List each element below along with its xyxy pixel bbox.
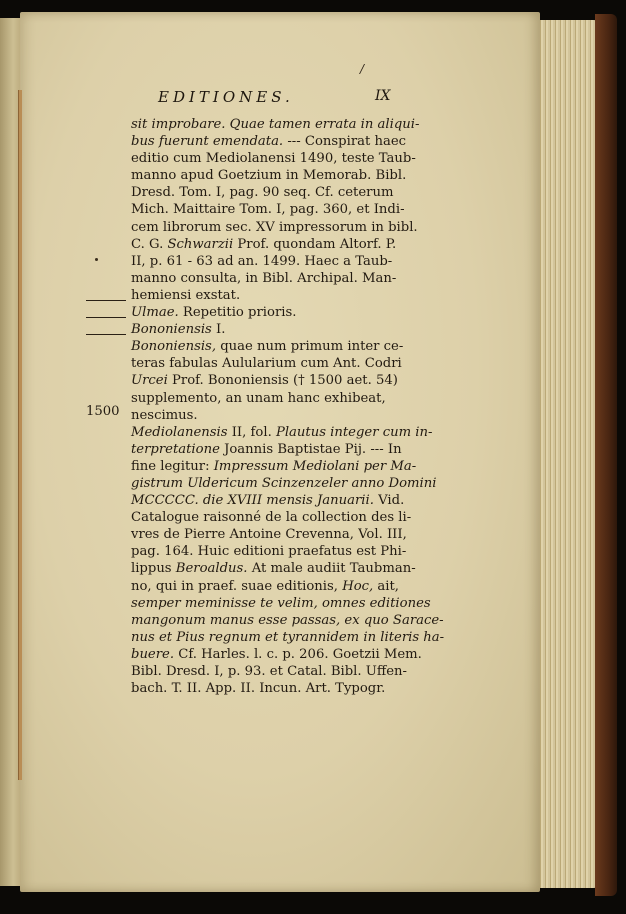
text-run: II, fol. — [227, 424, 276, 440]
text-run: Catalogue raisonné de la collection des li- — [131, 510, 412, 526]
text-run: Urcei — [131, 373, 168, 389]
text-run: Vid. — [373, 493, 405, 509]
text-run: Repetitio prioris. — [178, 305, 297, 321]
text-run: II, p. 61 - 63 ad an. 1499. Haec a Taub- — [131, 253, 393, 269]
text-run: bus fuerunt emendata. — [131, 134, 284, 150]
margin-year: 1500 — [86, 404, 120, 419]
text-line — [131, 526, 406, 543]
text-line — [131, 236, 406, 253]
paragraph — [131, 424, 445, 698]
text-run: Bononiensis, — [131, 339, 217, 355]
text-run: Mich. Maittaire Tom. I, pag. 360, et Indi- — [131, 202, 405, 218]
text-line — [131, 184, 406, 201]
paragraph — [131, 338, 406, 423]
text-run: vres de Pierre Antoine Crevenna, Vol. III, — [131, 527, 407, 543]
text-line — [131, 492, 406, 509]
margin-rule-bononiensis-2 — [86, 334, 126, 335]
text-run: Impressum Mediolani per Ma- — [213, 458, 417, 474]
text-line — [131, 338, 406, 355]
page-edges-stack — [538, 20, 598, 888]
text-line — [131, 133, 406, 150]
text-run: gistrum Uldericum Scinzenzeler anno Domini — [131, 475, 437, 491]
text-line — [131, 509, 412, 526]
text-line — [131, 150, 416, 167]
text-run: semper meminisse te velim, omnes editiones — [131, 595, 431, 611]
text-run: mangonum manus esse passas, ex quo Sarace- — [131, 612, 444, 628]
text-run: Prof. quondam Altorf. P. — [233, 236, 397, 252]
page-number: IX — [375, 88, 391, 104]
text-line — [131, 355, 406, 372]
text-line — [131, 646, 422, 663]
text-line — [131, 578, 406, 595]
text-run: buere. — [131, 646, 175, 662]
text-line — [131, 560, 416, 577]
running-head: EDITIONES. — [158, 88, 294, 106]
text-line — [131, 475, 437, 492]
text-run: Beroaldus. — [175, 561, 248, 577]
text-run: terpretatione — [131, 441, 220, 457]
margin-rule-bononiensis-1 — [86, 317, 126, 318]
text-line — [131, 680, 406, 697]
text-run: Joannis Baptistae Pij. --- In — [219, 441, 402, 457]
paragraph — [131, 116, 420, 304]
text-run: sit improbare. Quae tamen errata in aliqui- — [131, 117, 420, 132]
text-line — [131, 629, 445, 646]
margin-rule-ulmae — [86, 300, 126, 301]
text-run: Cf. Harles. l. c. p. 206. Goetzii Mem. — [174, 646, 422, 662]
text-line — [131, 612, 444, 629]
text-line — [131, 304, 406, 321]
text-run: I. — [211, 322, 226, 338]
text-run: cem librorum sec. XV impressorum in bibl. — [131, 219, 418, 235]
paragraph — [131, 304, 406, 321]
text-line — [131, 116, 420, 133]
ink-spot — [95, 258, 98, 261]
text-run: supplemento, an unam hanc exhibeat, — [131, 390, 386, 406]
text-line — [131, 543, 406, 560]
text-run: C. G. — [131, 236, 168, 252]
text-line — [131, 458, 417, 475]
text-line — [131, 167, 406, 184]
text-run: --- Conspirat haec — [283, 134, 407, 150]
text-line — [131, 407, 406, 424]
text-line — [131, 201, 406, 218]
text-line — [131, 321, 406, 338]
text-run: fine legitur: — [131, 458, 214, 474]
text-line — [131, 663, 406, 680]
book-cover-edge — [595, 14, 617, 896]
text-run: Prof. Bononiensis († 1500 aet. 54) — [167, 373, 398, 389]
margin-mark: / — [360, 62, 365, 76]
body-text — [131, 116, 445, 697]
text-run: Bibl. Dresd. I, p. 93. et Catal. Bibl. Uffen- — [131, 664, 408, 679]
text-line — [131, 219, 418, 236]
text-run: lippus — [131, 561, 176, 577]
paragraph — [131, 321, 406, 338]
text-run: ait, — [373, 578, 399, 594]
text-run: Ulmae. — [131, 305, 179, 321]
text-run: Dresd. Tom. I, pag. 90 seq. Cf. ceterum — [131, 185, 394, 201]
text-run: At male audiit Taubman- — [247, 561, 416, 577]
text-run: bach. T. II. App. II. Incun. Art. Typogr. — [131, 681, 386, 697]
text-run: Bononiensis — [131, 322, 212, 338]
text-run: manno consulta, in Bibl. Archipal. Man- — [131, 270, 397, 286]
text-line — [131, 372, 406, 389]
text-run: nus et Pius regnum et tyrannidem in literis ha- — [131, 629, 445, 645]
text-run: nescimus. — [131, 407, 198, 423]
text-line — [131, 424, 433, 441]
text-run: editio cum Mediolanensi 1490, teste Taub- — [131, 151, 416, 167]
text-run: hemiensi exstat. — [131, 287, 241, 303]
text-line — [131, 253, 406, 270]
text-run: quae num primum inter ce- — [216, 339, 404, 355]
binding-thread — [18, 90, 22, 780]
text-line — [131, 390, 406, 407]
text-run: Mediolanensis — [131, 424, 228, 440]
text-line — [131, 287, 406, 304]
text-run: Plautus integer cum in- — [275, 424, 433, 440]
text-run: pag. 164. Huic editioni praefatus est Phi- — [131, 544, 407, 560]
text-run: MCCCCC. die XVIII mensis Januarii. — [131, 493, 374, 509]
text-run: teras fabulas Aulularium cum Ant. Codri — [131, 356, 402, 372]
text-line — [131, 270, 406, 287]
text-run: Hoc, — [342, 578, 374, 594]
text-line — [131, 441, 406, 458]
text-line — [131, 595, 431, 612]
text-run: Schwarzii — [167, 236, 234, 252]
text-run: manno apud Goetzium in Memorab. Bibl. — [131, 168, 407, 184]
text-run: no, qui in praef. suae editionis, — [131, 578, 343, 594]
